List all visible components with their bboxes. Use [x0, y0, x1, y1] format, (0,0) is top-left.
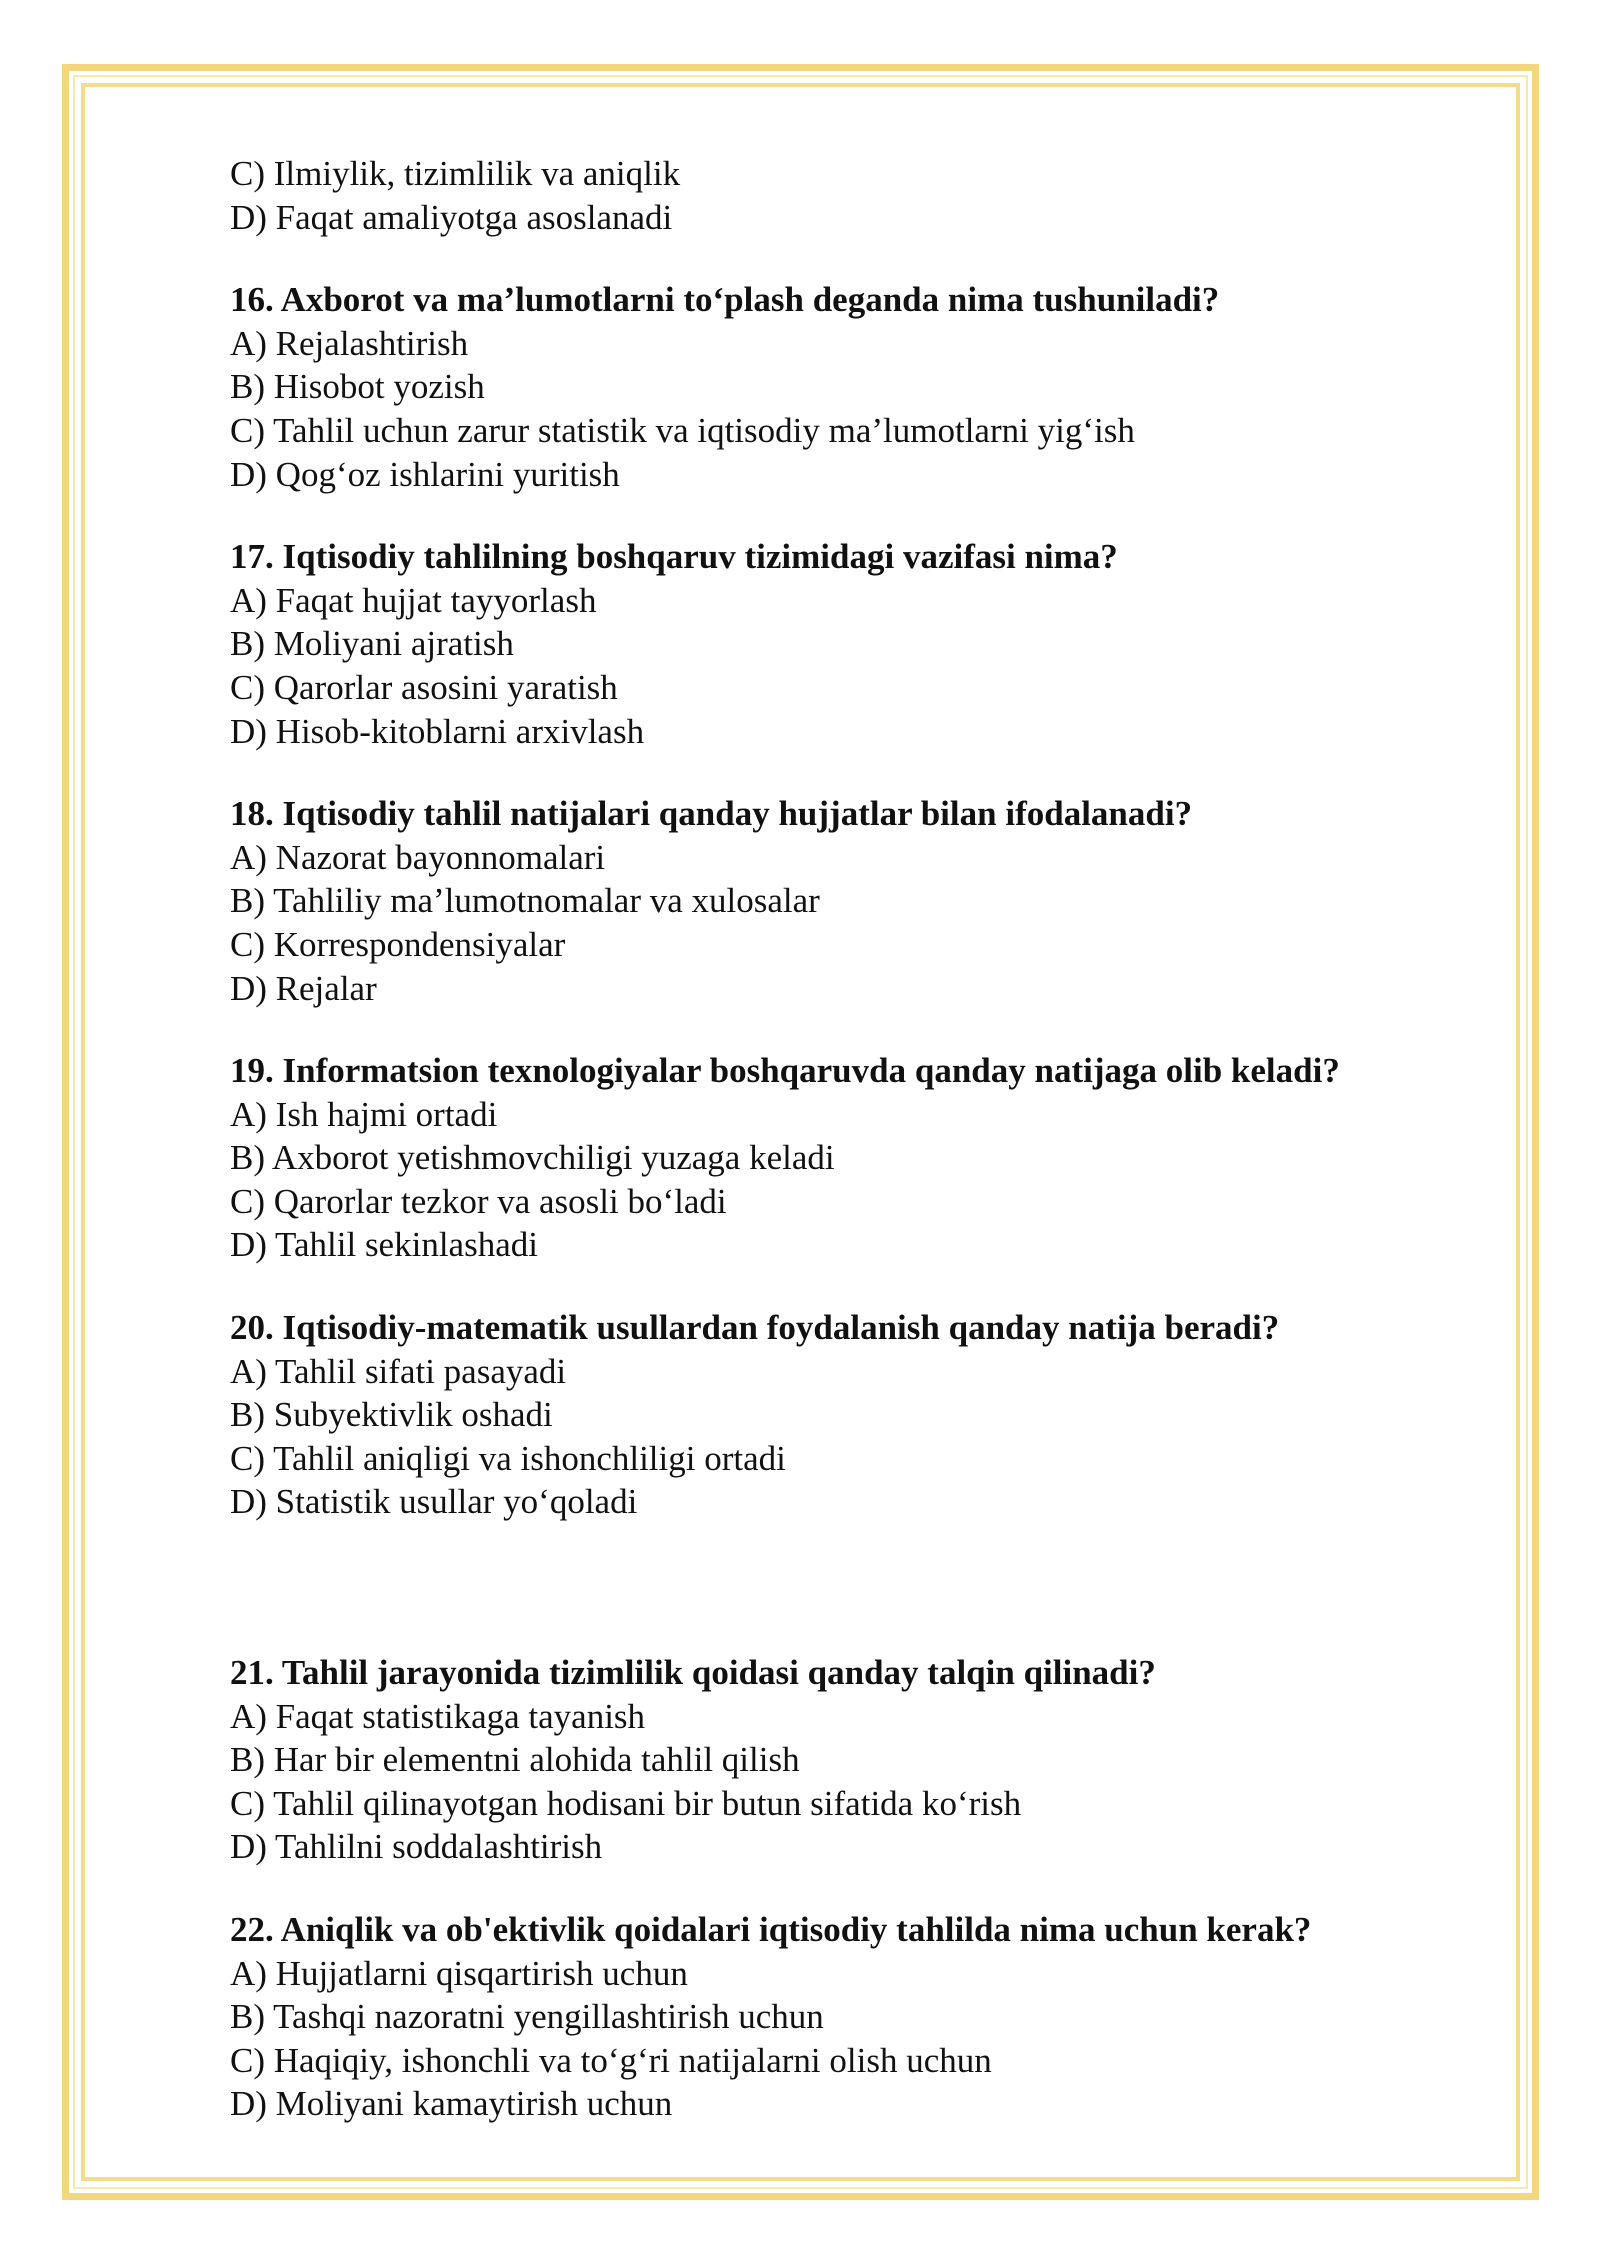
question-block-22 [230, 1908, 1470, 2126]
question-block-16 [230, 278, 1470, 496]
question-22-option-c: C) Haqiqiy, ishonchli va to‘g‘ri natijalarni olish uchun [230, 2040, 992, 2080]
question-17-option-b: B) Moliyani ajratish [230, 624, 514, 664]
previous-question-options [230, 152, 1470, 239]
question-16-option-a: A) Rejalashtirish [230, 323, 469, 363]
question-20-option-d: D) Statistik usullar yo‘qoladi [230, 1482, 638, 1522]
question-17-option-c: C) Qarorlar asosini yaratish [230, 667, 618, 707]
question-21-option-a: A) Faqat statistikaga tayanish [230, 1696, 646, 1736]
question-19-option-a: A) Ish hajmi ortadi [230, 1094, 498, 1134]
question-18-option-b: B) Tahliliy ma’lumotnomalar va xulosalar [230, 881, 820, 921]
question-20-option-c: C) Tahlil aniqligi va ishonchliligi ortadi [230, 1438, 786, 1478]
question-22-option-a: A) Hujjatlarni qisqartirish uchun [230, 1953, 688, 1993]
question-19-option-c: C) Qarorlar tezkor va asosli bo‘ladi [230, 1181, 727, 1221]
question-17-option-a: A) Faqat hujjat tayyorlash [230, 580, 597, 620]
question-18-option-a: A) Nazorat bayonnomalari [230, 837, 606, 877]
question-16-option-c: C) Tahlil uchun zarur statistik va iqtisodiy ma’lumotlarni yig‘ish [230, 410, 1135, 450]
question-21-title: 21. Tahlil jarayonida tizimlilik qoidasi qanday talqin qilinadi? [230, 1653, 1156, 1693]
question-17-title: 17. Iqtisodiy tahlilning boshqaruv tizimidagi vazifasi nima? [230, 537, 1118, 577]
question-22-option-b: B) Tashqi nazoratni yengillashtirish uchun [230, 1997, 824, 2037]
question-16-title: 16. Axborot va ma’lumotlarni to‘plash deganda nima tushuniladi? [230, 280, 1220, 320]
question-block-21 [230, 1651, 1470, 1869]
question-18-option-d: D) Rejalar [230, 968, 377, 1008]
question-16-option-d: D) Qog‘oz ishlarini yuritish [230, 454, 620, 494]
question-22-title: 22. Aniqlik va ob'ektivlik qoidalari iqtisodiy tahlilda nima uchun kerak? [230, 1910, 1312, 1949]
question-20-title: 20. Iqtisodiy-matematik usullardan foydalanish qanday natija beradi? [230, 1308, 1280, 1348]
question-16-option-b: B) Hisobot yozish [230, 367, 485, 407]
question-block-18 [230, 792, 1470, 1010]
option-d: D) Faqat amaliyotga asoslanadi [230, 197, 673, 237]
question-21-option-b: B) Har bir elementni alohida tahlil qilish [230, 1740, 800, 1780]
question-18-option-c: C) Korrespondensiyalar [230, 924, 566, 964]
question-block-19 [230, 1049, 1470, 1267]
question-20-option-a: A) Tahlil sifati pasayadi [230, 1351, 567, 1391]
quiz-content [230, 152, 1470, 2126]
option-c: C) Ilmiylik, tizimlilik va aniqlik [230, 154, 681, 193]
question-21-option-d: D) Tahlilni soddalashtirish [230, 1827, 603, 1867]
question-17-option-d: D) Hisob-kitoblarni arxivlash [230, 711, 645, 751]
question-21-option-c: C) Tahlil qilinayotgan hodisani bir butun sifatida ko‘rish [230, 1783, 1022, 1823]
question-19-option-b: B) Axborot yetishmovchiligi yuzaga keladi [230, 1138, 835, 1178]
question-block-17 [230, 535, 1470, 753]
question-19-title: 19. Informatsion texnologiyalar boshqaruvda qanday natijaga olib keladi? [230, 1051, 1340, 1091]
question-18-title: 18. Iqtisodiy tahlil natijalari qanday hujjatlar bilan ifodalanadi? [230, 794, 1193, 834]
question-22-option-d: D) Moliyani kamaytirish uchun [230, 2084, 673, 2124]
question-block-20 [230, 1306, 1470, 1524]
question-19-option-d: D) Tahlil sekinlashadi [230, 1225, 538, 1265]
question-20-option-b: B) Subyektivlik oshadi [230, 1395, 553, 1435]
